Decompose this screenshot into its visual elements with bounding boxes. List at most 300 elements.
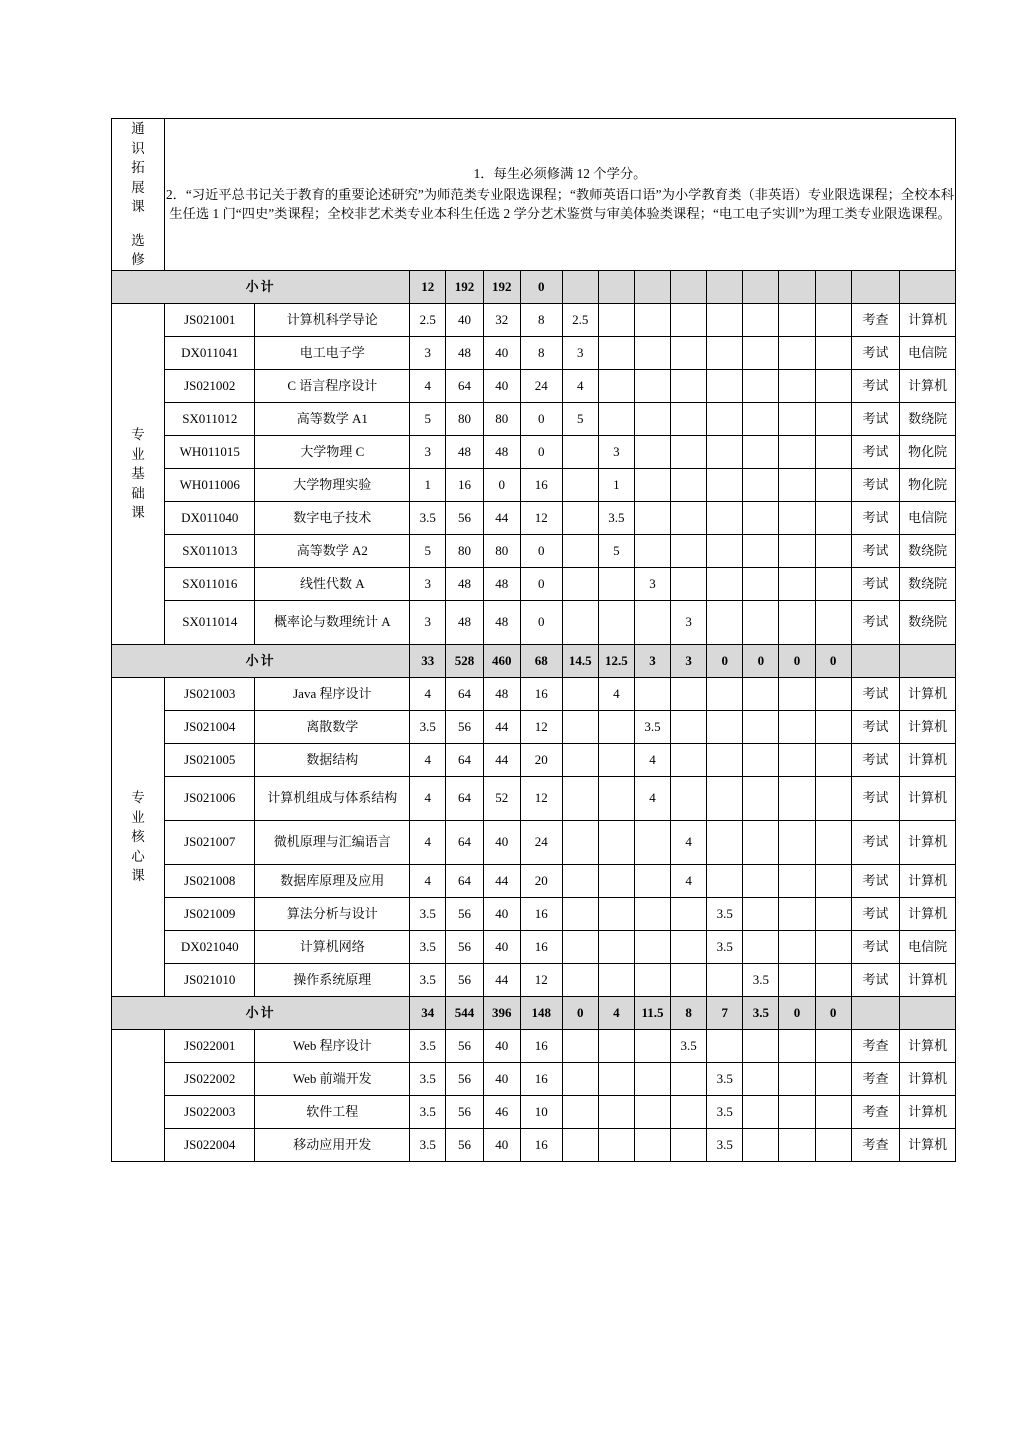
- course-term-2: [598, 864, 634, 897]
- course-exam-type: 考试: [851, 402, 900, 435]
- course-term-7: [779, 336, 815, 369]
- course-name: 离散数学: [255, 710, 410, 743]
- course-term-2: [598, 1029, 634, 1062]
- course-term-7: [779, 864, 815, 897]
- course-total-hours: 64: [446, 820, 483, 864]
- course-term-8: [815, 1095, 851, 1128]
- course-total-hours: 48: [446, 600, 483, 644]
- course-term-3: [634, 600, 670, 644]
- course-credits: 5: [410, 534, 446, 567]
- course-exam-type: 考试: [851, 710, 900, 743]
- course-total-hours: 56: [446, 710, 483, 743]
- course-name: 算法分析与设计: [255, 897, 410, 930]
- course-lecture-hours: 80: [483, 534, 520, 567]
- course-term-7: [779, 402, 815, 435]
- course-total-hours: 48: [446, 435, 483, 468]
- course-name: Web 程序设计: [255, 1029, 410, 1062]
- course-lecture-hours: 48: [483, 600, 520, 644]
- course-term-6: [743, 1062, 779, 1095]
- course-term-1: [562, 864, 598, 897]
- course-term-1: [562, 820, 598, 864]
- course-term-5: [707, 677, 743, 710]
- course-term-7: [779, 897, 815, 930]
- course-term-8: [815, 468, 851, 501]
- course-term-4: [671, 677, 707, 710]
- course-term-4: [671, 435, 707, 468]
- course-term-5: [707, 776, 743, 820]
- course-code: SX011012: [165, 402, 255, 435]
- table-row: [112, 930, 956, 963]
- course-department: 数绕院: [900, 402, 956, 435]
- course-term-4: [671, 1062, 707, 1095]
- course-credits: 3.5: [410, 1062, 446, 1095]
- course-practice-hours: 16: [520, 1029, 562, 1062]
- course-department: 计算机: [900, 776, 956, 820]
- course-term-8: [815, 743, 851, 776]
- course-exam-type: 考试: [851, 776, 900, 820]
- category-char: 展: [131, 179, 145, 195]
- subtotal-term-2: 4: [598, 996, 634, 1029]
- course-term-6: [743, 402, 779, 435]
- course-department: 计算机: [900, 1029, 956, 1062]
- course-term-2: 4: [598, 677, 634, 710]
- course-practice-hours: 16: [520, 677, 562, 710]
- course-term-8: [815, 776, 851, 820]
- course-credits: 3.5: [410, 897, 446, 930]
- course-exam-type: 考查: [851, 303, 900, 336]
- course-term-5: [707, 435, 743, 468]
- course-code: JS021008: [165, 864, 255, 897]
- subtotal-label: 小计: [112, 996, 410, 1029]
- course-practice-hours: 20: [520, 864, 562, 897]
- course-exam-type: 考试: [851, 534, 900, 567]
- course-department: 计算机: [900, 1128, 956, 1161]
- course-code: JS021005: [165, 743, 255, 776]
- course-term-2: [598, 567, 634, 600]
- course-term-4: 4: [671, 820, 707, 864]
- course-term-3: [634, 501, 670, 534]
- course-code: WH011006: [165, 468, 255, 501]
- course-term-1: [562, 468, 598, 501]
- course-credits: 4: [410, 776, 446, 820]
- table-row: [112, 897, 956, 930]
- course-total-hours: 64: [446, 776, 483, 820]
- course-term-7: [779, 1128, 815, 1161]
- course-term-8: [815, 402, 851, 435]
- course-total-hours: 56: [446, 1128, 483, 1161]
- course-code: JS022003: [165, 1095, 255, 1128]
- course-term-4: 4: [671, 864, 707, 897]
- course-lecture-hours: 40: [483, 1029, 520, 1062]
- course-department: 计算机: [900, 743, 956, 776]
- course-term-6: [743, 776, 779, 820]
- category-char: 通: [131, 121, 145, 136]
- subtotal-credits: 12: [410, 270, 446, 303]
- course-practice-hours: 16: [520, 1062, 562, 1095]
- course-term-6: [743, 600, 779, 644]
- course-term-8: [815, 864, 851, 897]
- course-term-2: [598, 710, 634, 743]
- course-total-hours: 64: [446, 743, 483, 776]
- course-total-hours: 64: [446, 677, 483, 710]
- course-term-6: [743, 303, 779, 336]
- course-code: DX011040: [165, 501, 255, 534]
- course-code: SX011013: [165, 534, 255, 567]
- course-exam-type: 考试: [851, 567, 900, 600]
- note-line-2: 2．“习近平总书记关于教育的重要论述研究”为师范类专业限选课程；“教师英语口语”为小学教育类（非英语）专业限选课程；全校本科生任选 1 门“四史”类课程；全校非艺术类专业本科生任选 2 学分艺术鉴赏与审美体验类课程；“电工电子实训”为理工类专业限选课程。: [165, 186, 955, 222]
- subtotal-lecture-hours: 192: [483, 270, 520, 303]
- subtotal-exam: [851, 644, 900, 677]
- subtotal-term-6: 0: [743, 644, 779, 677]
- course-term-5: [707, 567, 743, 600]
- course-credits: 3.5: [410, 1128, 446, 1161]
- course-exam-type: 考试: [851, 600, 900, 644]
- course-term-3: [634, 677, 670, 710]
- course-term-2: [598, 600, 634, 644]
- course-term-8: [815, 435, 851, 468]
- course-practice-hours: 24: [520, 369, 562, 402]
- course-term-2: [598, 336, 634, 369]
- course-name: 计算机组成与体系结构: [255, 776, 410, 820]
- subtotal-term-1: 0: [562, 996, 598, 1029]
- course-department: 物化院: [900, 435, 956, 468]
- course-term-2: 1: [598, 468, 634, 501]
- course-term-5: [707, 864, 743, 897]
- course-term-5: [707, 534, 743, 567]
- course-total-hours: 48: [446, 336, 483, 369]
- subtotal-term-1: [562, 270, 598, 303]
- course-lecture-hours: 40: [483, 930, 520, 963]
- subtotal-label: 小计: [112, 270, 410, 303]
- course-department: 计算机: [900, 677, 956, 710]
- course-credits: 3.5: [410, 963, 446, 996]
- course-term-2: 5: [598, 534, 634, 567]
- document-page: [111, 118, 956, 1162]
- course-term-8: [815, 600, 851, 644]
- course-lecture-hours: 44: [483, 743, 520, 776]
- course-term-8: [815, 677, 851, 710]
- course-exam-type: 考试: [851, 820, 900, 864]
- course-practice-hours: 0: [520, 600, 562, 644]
- course-term-7: [779, 534, 815, 567]
- course-lecture-hours: 44: [483, 501, 520, 534]
- course-term-3: 4: [634, 776, 670, 820]
- course-total-hours: 56: [446, 1095, 483, 1128]
- course-term-7: [779, 501, 815, 534]
- course-lecture-hours: 40: [483, 336, 520, 369]
- course-credits: 3.5: [410, 1029, 446, 1062]
- course-term-7: [779, 435, 815, 468]
- course-term-3: 3: [634, 567, 670, 600]
- subtotal-term-1: 14.5: [562, 644, 598, 677]
- subtotal-term-6: [743, 270, 779, 303]
- course-term-4: [671, 776, 707, 820]
- course-lecture-hours: 48: [483, 677, 520, 710]
- course-term-5: 3.5: [707, 1095, 743, 1128]
- course-exam-type: 考试: [851, 677, 900, 710]
- table-row: [112, 468, 956, 501]
- category-char: 业: [131, 809, 145, 825]
- course-department: 计算机: [900, 864, 956, 897]
- subtotal-label: 小计: [112, 644, 410, 677]
- course-code: JS021007: [165, 820, 255, 864]
- course-lecture-hours: 44: [483, 864, 520, 897]
- course-term-8: [815, 567, 851, 600]
- course-term-7: [779, 567, 815, 600]
- course-total-hours: 16: [446, 468, 483, 501]
- course-term-3: [634, 820, 670, 864]
- table-row: [112, 336, 956, 369]
- subtotal-term-4: 8: [671, 996, 707, 1029]
- course-term-8: [815, 710, 851, 743]
- course-term-6: [743, 710, 779, 743]
- course-term-6: [743, 1029, 779, 1062]
- course-term-4: [671, 567, 707, 600]
- course-term-7: [779, 1095, 815, 1128]
- course-name: 线性代数 A: [255, 567, 410, 600]
- course-practice-hours: 8: [520, 336, 562, 369]
- course-code: WH011015: [165, 435, 255, 468]
- course-term-2: [598, 1128, 634, 1161]
- course-term-1: [562, 710, 598, 743]
- course-term-2: [598, 743, 634, 776]
- course-credits: 2.5: [410, 303, 446, 336]
- course-term-1: [562, 776, 598, 820]
- course-term-2: [598, 897, 634, 930]
- course-code: JS021006: [165, 776, 255, 820]
- course-lecture-hours: 40: [483, 820, 520, 864]
- subtotal-term-8: [815, 270, 851, 303]
- course-practice-hours: 20: [520, 743, 562, 776]
- course-term-6: [743, 369, 779, 402]
- course-department: 计算机: [900, 1062, 956, 1095]
- course-code: JS021010: [165, 963, 255, 996]
- course-name: 计算机科学导论: [255, 303, 410, 336]
- course-code: JS021003: [165, 677, 255, 710]
- course-term-3: [634, 468, 670, 501]
- course-term-7: [779, 930, 815, 963]
- course-code: JS021002: [165, 369, 255, 402]
- course-term-3: [634, 435, 670, 468]
- table-row: [112, 710, 956, 743]
- course-credits: 1: [410, 468, 446, 501]
- course-credits: 4: [410, 743, 446, 776]
- course-term-1: [562, 1095, 598, 1128]
- subtotal-exam: [851, 270, 900, 303]
- category-char: 核: [131, 829, 145, 845]
- course-term-8: [815, 930, 851, 963]
- subtotal-total-hours: 528: [446, 644, 483, 677]
- subtotal-lecture-hours: 396: [483, 996, 520, 1029]
- course-term-1: 5: [562, 402, 598, 435]
- course-term-4: [671, 1128, 707, 1161]
- course-practice-hours: 0: [520, 534, 562, 567]
- course-term-6: [743, 743, 779, 776]
- course-term-4: [671, 897, 707, 930]
- course-name: 移动应用开发: [255, 1128, 410, 1161]
- table-row: [112, 1029, 956, 1062]
- course-term-8: [815, 1029, 851, 1062]
- course-name: 微机原理与汇编语言: [255, 820, 410, 864]
- table-row-subtotal-major-core: [112, 996, 956, 1029]
- table-row: [112, 677, 956, 710]
- course-term-3: [634, 1029, 670, 1062]
- course-lecture-hours: 80: [483, 402, 520, 435]
- course-department: 计算机: [900, 1095, 956, 1128]
- course-code: SX011016: [165, 567, 255, 600]
- course-credits: 3: [410, 567, 446, 600]
- course-total-hours: 56: [446, 963, 483, 996]
- course-term-8: [815, 1128, 851, 1161]
- category-cell-major-basic: [112, 303, 165, 644]
- course-credits: 5: [410, 402, 446, 435]
- notes-cell: [165, 119, 956, 271]
- course-exam-type: 考查: [851, 1128, 900, 1161]
- course-term-7: [779, 743, 815, 776]
- course-term-8: [815, 963, 851, 996]
- course-term-5: [707, 303, 743, 336]
- course-term-2: [598, 776, 634, 820]
- course-term-6: [743, 468, 779, 501]
- course-credits: 3.5: [410, 930, 446, 963]
- subtotal-term-7: 0: [779, 996, 815, 1029]
- table-row: [112, 963, 956, 996]
- course-term-1: [562, 567, 598, 600]
- table-row: [112, 743, 956, 776]
- course-term-3: [634, 336, 670, 369]
- table-row: [112, 435, 956, 468]
- category-char: 课: [131, 199, 145, 215]
- course-exam-type: 考试: [851, 930, 900, 963]
- course-department: 计算机: [900, 710, 956, 743]
- category-char: 课: [131, 505, 145, 521]
- course-term-7: [779, 710, 815, 743]
- course-term-7: [779, 1062, 815, 1095]
- course-department: 数绕院: [900, 534, 956, 567]
- course-department: 电信院: [900, 336, 956, 369]
- course-term-3: [634, 369, 670, 402]
- table-row-subtotal-general: [112, 270, 956, 303]
- course-term-3: [634, 1062, 670, 1095]
- course-term-4: 3: [671, 600, 707, 644]
- subtotal-term-3: 11.5: [634, 996, 670, 1029]
- course-total-hours: 56: [446, 1029, 483, 1062]
- course-credits: 3.5: [410, 501, 446, 534]
- course-total-hours: 80: [446, 402, 483, 435]
- category-char: 修: [131, 252, 145, 268]
- course-credits: 4: [410, 820, 446, 864]
- course-term-5: 3.5: [707, 930, 743, 963]
- course-term-1: [562, 1029, 598, 1062]
- course-total-hours: 40: [446, 303, 483, 336]
- course-exam-type: 考试: [851, 864, 900, 897]
- course-term-7: [779, 303, 815, 336]
- course-term-5: [707, 743, 743, 776]
- course-term-3: [634, 963, 670, 996]
- course-term-7: [779, 468, 815, 501]
- course-credits: 3: [410, 336, 446, 369]
- course-exam-type: 考查: [851, 1029, 900, 1062]
- category-char: 选: [131, 232, 145, 248]
- course-term-1: [562, 1062, 598, 1095]
- course-term-4: [671, 534, 707, 567]
- course-department: 计算机: [900, 369, 956, 402]
- course-term-6: [743, 501, 779, 534]
- course-term-6: [743, 435, 779, 468]
- course-name: Java 程序设计: [255, 677, 410, 710]
- course-term-7: [779, 820, 815, 864]
- course-total-hours: 48: [446, 567, 483, 600]
- course-term-6: [743, 930, 779, 963]
- course-lecture-hours: 48: [483, 435, 520, 468]
- course-term-5: 3.5: [707, 1128, 743, 1161]
- course-term-1: [562, 600, 598, 644]
- subtotal-total-hours: 192: [446, 270, 483, 303]
- course-credits: 3: [410, 435, 446, 468]
- course-term-6: [743, 897, 779, 930]
- course-term-1: [562, 930, 598, 963]
- course-term-4: [671, 501, 707, 534]
- course-name: Web 前端开发: [255, 1062, 410, 1095]
- course-lecture-hours: 46: [483, 1095, 520, 1128]
- table-body: [112, 119, 956, 1162]
- course-practice-hours: 8: [520, 303, 562, 336]
- course-practice-hours: 12: [520, 710, 562, 743]
- course-term-8: [815, 1062, 851, 1095]
- course-practice-hours: 10: [520, 1095, 562, 1128]
- course-department: 物化院: [900, 468, 956, 501]
- course-department: 计算机: [900, 820, 956, 864]
- course-term-1: [562, 743, 598, 776]
- course-practice-hours: 0: [520, 402, 562, 435]
- course-lecture-hours: 40: [483, 897, 520, 930]
- table-row: [112, 1095, 956, 1128]
- category-char: 课: [131, 868, 145, 884]
- course-practice-hours: 0: [520, 567, 562, 600]
- course-code: JS021009: [165, 897, 255, 930]
- curriculum-table: [111, 118, 956, 1162]
- category-cell-major-core: [112, 677, 165, 996]
- course-term-7: [779, 600, 815, 644]
- course-lecture-hours: 40: [483, 1062, 520, 1095]
- course-term-6: [743, 1128, 779, 1161]
- subtotal-lecture-hours: 460: [483, 644, 520, 677]
- course-name: C 语言程序设计: [255, 369, 410, 402]
- subtotal-term-4: 3: [671, 644, 707, 677]
- course-exam-type: 考试: [851, 963, 900, 996]
- course-code: DX021040: [165, 930, 255, 963]
- course-term-1: [562, 677, 598, 710]
- course-credits: 3.5: [410, 710, 446, 743]
- table-row: [112, 369, 956, 402]
- course-code: JS022001: [165, 1029, 255, 1062]
- course-term-2: [598, 402, 634, 435]
- course-lecture-hours: 52: [483, 776, 520, 820]
- subtotal-term-7: 0: [779, 644, 815, 677]
- course-term-4: [671, 963, 707, 996]
- category-char: 业: [131, 446, 145, 462]
- category-char: 识: [131, 140, 145, 156]
- course-lecture-hours: 40: [483, 1128, 520, 1161]
- course-exam-type: 考试: [851, 743, 900, 776]
- subtotal-credits: 33: [410, 644, 446, 677]
- course-term-5: [707, 402, 743, 435]
- course-department: 计算机: [900, 303, 956, 336]
- course-term-4: [671, 710, 707, 743]
- course-code: JS021004: [165, 710, 255, 743]
- course-term-1: [562, 534, 598, 567]
- course-department: 数绕院: [900, 600, 956, 644]
